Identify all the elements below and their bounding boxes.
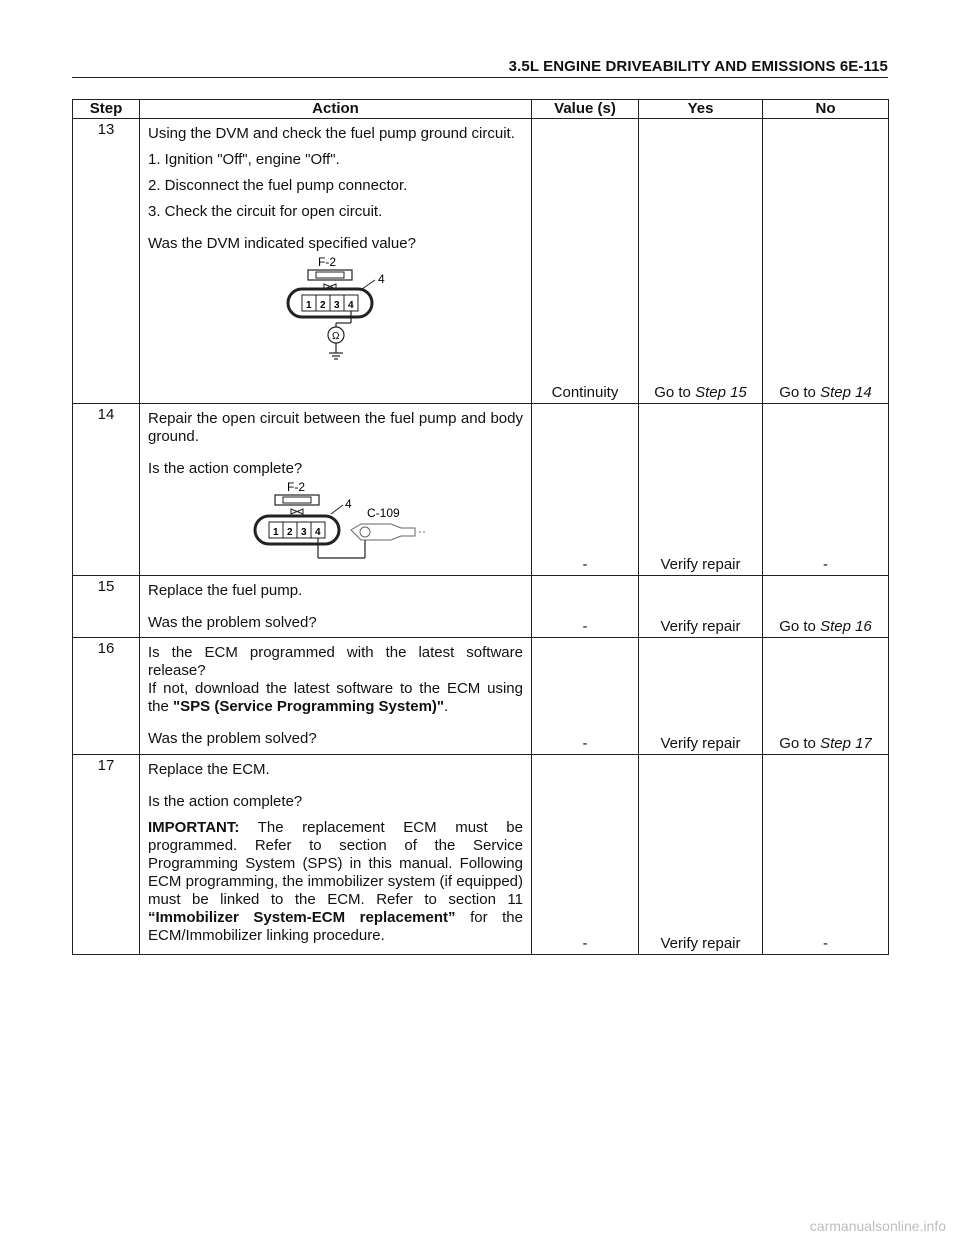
yes-cell: Verify repair <box>639 755 763 955</box>
no-cell: - <box>763 755 889 955</box>
col-header-step: Step <box>73 100 140 119</box>
site-watermark: carmanualsonline.info <box>809 1218 946 1234</box>
action-intro: Replace the ECM. <box>148 761 270 778</box>
lock-icon <box>291 509 303 514</box>
table-row-step-16 <box>73 638 889 755</box>
pin-label: 3 <box>300 527 307 538</box>
table-row-step-15 <box>73 576 889 638</box>
note-bold-text: "SPS (Service Programming System)" <box>173 698 445 715</box>
yes-cell: Verify repair <box>639 576 763 638</box>
step-number: 14 <box>73 404 140 576</box>
col-header-yes: Yes <box>639 100 763 119</box>
no-cell <box>763 576 889 638</box>
action-list-item: 2. Disconnect the fuel pump connector. <box>148 177 408 194</box>
action-cell <box>140 404 532 576</box>
col-header-action: Action <box>140 100 532 119</box>
table-row-step-17 <box>73 755 889 955</box>
page-header-title: 3.5L ENGINE DRIVEABILITY AND EMISSIONS 6E-115 <box>508 58 888 75</box>
fuel-pump-ground-repair-diagram <box>241 478 431 566</box>
connector-latch-inner <box>316 272 344 278</box>
no-step-ref: Step 14 <box>820 384 872 401</box>
pin-label: 3 <box>333 300 340 311</box>
pin-label: 4 <box>347 300 354 311</box>
step-number: 15 <box>73 576 140 638</box>
important-bold-text: “Immobilizer System-ECM replacement” <box>148 909 456 926</box>
action-question: Was the problem solved? <box>148 614 317 631</box>
no-cell: - <box>763 404 889 576</box>
action-question: Was the DVM indicated specified value? <box>148 235 416 252</box>
pin-callout-label: 4 <box>377 272 385 286</box>
yes-cell <box>639 119 763 404</box>
yes-cell: Verify repair <box>639 638 763 755</box>
no-prefix: Go to <box>779 618 821 635</box>
important-text: The replacement ECM must be programmed. Refer to section of the Service Programming System (SPS) in this manual. Following ECM programming, the immobilizer system (if equipped) must be linked to the ECM. Refer to section 11 <box>148 819 523 908</box>
pin-callout-line <box>362 280 375 289</box>
note-text: If not, download the latest software to the ECM using the <box>148 680 523 715</box>
action-intro: Using the DVM and check the fuel pump ground circuit. <box>148 125 515 142</box>
pin-label: 2 <box>286 527 293 538</box>
action-list-item: 1. Ignition "Off", engine "Off". <box>148 151 340 168</box>
action-intro: Replace the fuel pump. <box>148 582 303 599</box>
col-header-no: No <box>763 100 889 119</box>
important-label: IMPORTANT: <box>148 819 240 836</box>
important-suffix: for the ECM/Immobilizer linking procedure. <box>148 909 523 944</box>
action-question: Is the action complete? <box>148 793 303 810</box>
table-header-row <box>73 100 889 119</box>
no-cell <box>763 638 889 755</box>
fuel-pump-connector-ohmmeter-diagram <box>256 253 416 365</box>
pin-callout-label: 4 <box>344 497 352 511</box>
col-header-value: Value (s) <box>532 100 639 119</box>
value-cell: - <box>532 755 639 955</box>
action-list-item: 3. Check the circuit for open circuit. <box>148 203 383 220</box>
no-prefix: Go to <box>779 384 821 401</box>
pin-label: 1 <box>272 527 279 538</box>
no-step-ref: Step 16 <box>820 618 872 635</box>
step-number: 16 <box>73 638 140 755</box>
no-cell <box>763 119 889 404</box>
action-question: Is the action complete? <box>148 460 303 477</box>
yes-step-ref: Step 15 <box>695 384 747 401</box>
ground-point-label: C-109 <box>366 506 400 520</box>
important-note <box>148 819 523 945</box>
table-row-step-14 <box>73 404 889 576</box>
step-number: 13 <box>73 119 140 404</box>
action-cell <box>140 119 532 404</box>
table-row-step-13 <box>73 119 889 404</box>
action-intro: Is the ECM programmed with the latest software release? <box>148 644 523 679</box>
value-cell: - <box>532 404 639 576</box>
action-question: Was the problem solved? <box>148 730 317 747</box>
action-note <box>148 680 523 716</box>
diagnostic-steps-table <box>72 99 889 955</box>
note-suffix: . <box>444 698 449 715</box>
ground-terminal-icon <box>351 524 415 540</box>
step-number: 17 <box>73 755 140 955</box>
no-prefix: Go to <box>779 735 821 752</box>
action-cell <box>140 755 532 955</box>
header-rule <box>72 77 888 78</box>
pin-label: 4 <box>314 527 321 538</box>
connector-label: F-2 <box>317 255 336 269</box>
action-cell <box>140 576 532 638</box>
action-cell <box>140 638 532 755</box>
value-cell: Continuity <box>532 119 639 404</box>
ohm-symbol: Ω <box>331 331 339 342</box>
pin-label: 1 <box>305 300 312 311</box>
yes-prefix: Go to <box>654 384 696 401</box>
connector-label: F-2 <box>286 480 305 494</box>
value-cell: - <box>532 576 639 638</box>
no-step-ref: Step 17 <box>820 735 872 752</box>
yes-cell: Verify repair <box>639 404 763 576</box>
pin-label: 2 <box>319 300 326 311</box>
value-cell: - <box>532 638 639 755</box>
action-intro: Repair the open circuit between the fuel pump and body ground. <box>148 410 523 445</box>
